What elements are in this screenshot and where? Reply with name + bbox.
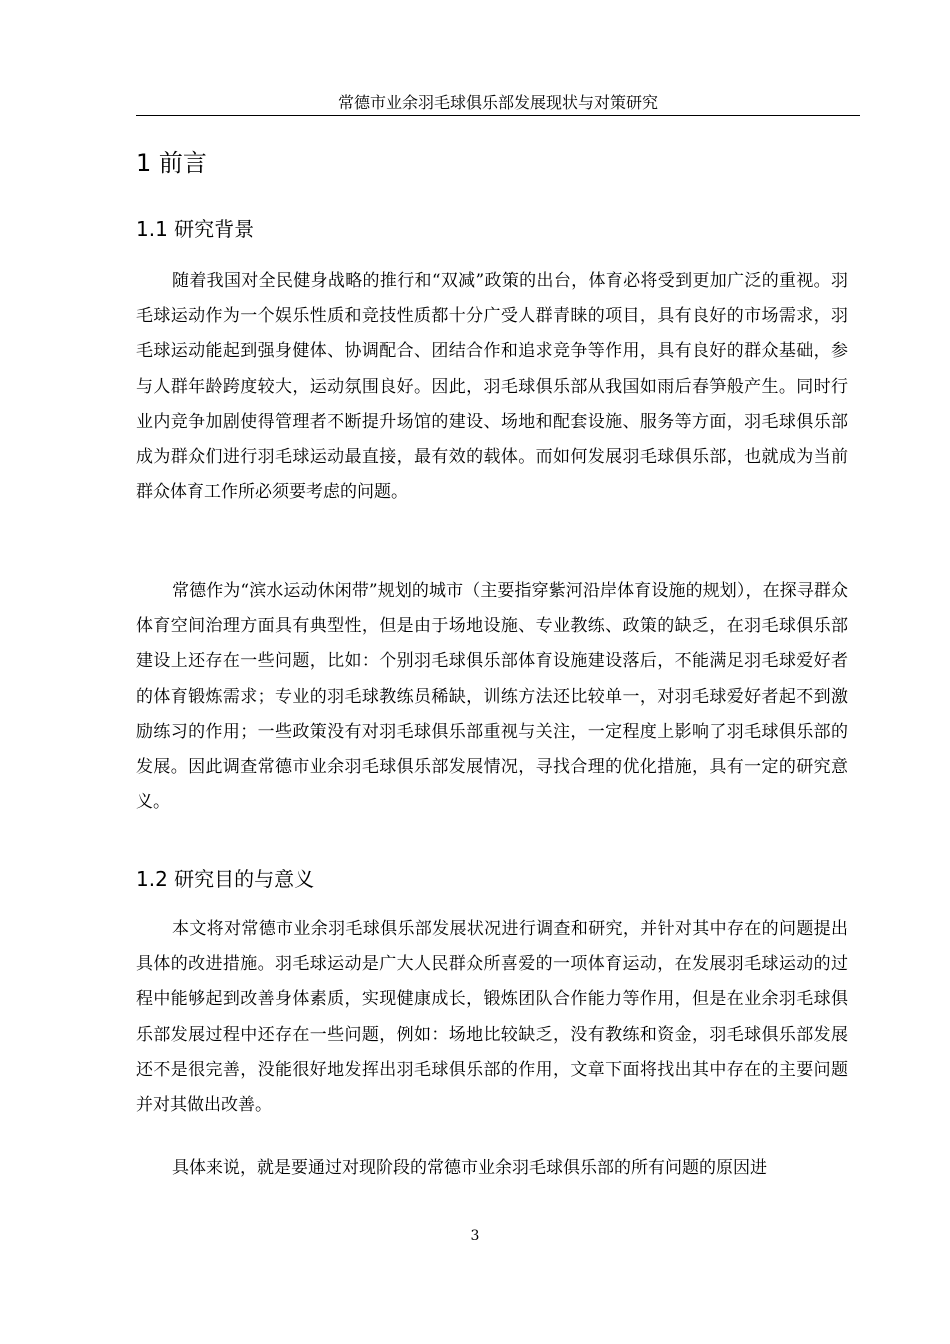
paragraph-background-2: 常德作为“滨水运动休闲带”规划的城市（主要指穿紫河沿岸体育设施的规划），在探寻群众体育空间治理方面具有典型性，但是由于场地设施、专业教练、政策的缺乏，在羽毛球俱乐部建设上还存在一些问题，比如：个别羽毛球俱乐部体育设施建设落后，不能满足羽毛球爱好者的体育锻炼需求；专业的羽毛球教练员稀缺，训练方法还比较单一，对羽毛球爱好者起不到激励练习的作用；一些政策没有对羽毛球俱乐部重视与关注，一定程度上影响了羽毛球俱乐部的发展。因此调查常德市业余羽毛球俱乐部发展情况，寻找合理的优化措施，具有一定的研究意义。 [136, 581, 848, 813]
section-heading-1: 1 前言 [136, 149, 207, 177]
paragraph-purpose-1: 本文将对常德市业余羽毛球俱乐部发展状况进行调查和研究，并针对其中存在的问题提出具体的改进措施。羽毛球运动是广大人民群众所喜爱的一项体育运动，在发展羽毛球运动的过程中能够起到改善身体素质，实现健康成长，锻炼团队合作能力等作用，但是在业余羽毛球俱乐部发展过程中还存在一些问题，例如：场地比较缺乏，没有教练和资金，羽毛球俱乐部发展还不是很完善，没能很好地发挥出羽毛球俱乐部的作用，文章下面将找出其中存在的主要问题并对其做出改善。 [136, 919, 848, 1116]
section-heading-1-2: 1.2 研究目的与意义 [136, 867, 315, 891]
section-heading-1-1: 1.1 研究背景 [136, 217, 255, 241]
header-divider [136, 115, 860, 116]
page-number: 3 [470, 1228, 480, 1244]
paragraph-background-1: 随着我国对全民健身战略的推行和“双减”政策的出台，体育必将受到更加广泛的重视。羽毛球运动作为一个娱乐性质和竞技性质都十分广受人群青睐的项目，具有良好的市场需求，羽毛球运动能起到强身健体、协调配合、团结合作和追求竞争等作用，具有良好的群众基础，参与人群年龄跨度较大，运动氛围良好。因此，羽毛球俱乐部从我国如雨后春笋般产生。同时行业内竞争加剧使得管理者不断提升场馆的建设、场地和配套设施、服务等方面，羽毛球俱乐部成为群众们进行羽毛球运动最直接，最有效的载体。而如何发展羽毛球俱乐部，也就成为当前群众体育工作所必须要考虑的问题。 [136, 271, 848, 503]
paragraph-purpose-2: 具体来说，就是要通过对现阶段的常德市业余羽毛球俱乐部的所有问题的原因进 [172, 1158, 767, 1178]
running-header-title: 常德市业余羽毛球俱乐部发展现状与对策研究 [337, 93, 658, 112]
